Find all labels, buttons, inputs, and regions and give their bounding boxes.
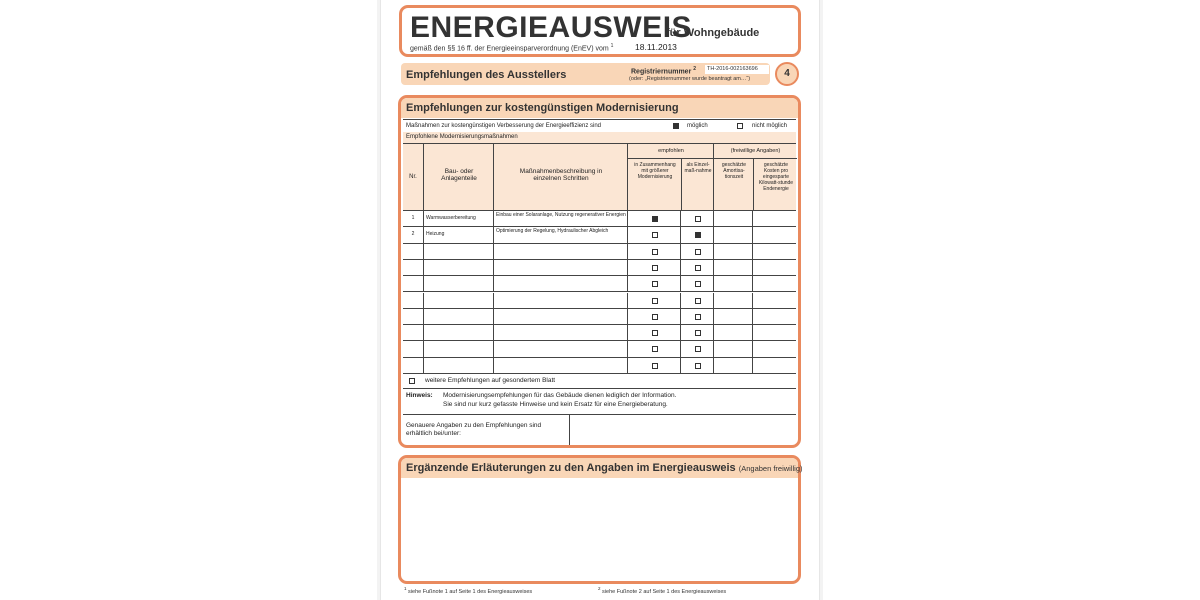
row-cost[interactable]: [752, 293, 797, 308]
row-payback[interactable]: [713, 260, 753, 275]
row-single-checkbox[interactable]: [695, 265, 701, 271]
row-nr[interactable]: [403, 309, 423, 324]
row-nr-text: 2: [411, 231, 415, 238]
not-possible-checkbox-wrap: [737, 123, 743, 131]
row-payback[interactable]: [713, 244, 753, 259]
header-box: [399, 5, 801, 57]
possible-checkbox-wrap: [673, 123, 679, 131]
row-combined: [627, 341, 681, 356]
row-description[interactable]: [493, 309, 628, 324]
measures-row: [403, 119, 796, 133]
row-single: [680, 293, 714, 308]
row-cost[interactable]: [752, 244, 797, 259]
row-single: [680, 325, 714, 340]
further-checkbox[interactable]: [409, 378, 415, 384]
row-single: [680, 358, 714, 373]
details-line-2: erhältlich bei/unter:: [406, 430, 461, 437]
details-row: [403, 415, 796, 445]
row-component[interactable]: [423, 358, 494, 373]
details-line-1: Genauere Angaben zu den Empfehlungen sind: [406, 422, 542, 429]
supplementary-title: Ergänzende Erläuterungen zu den Angaben im Energieausweis: [406, 462, 736, 474]
row-description[interactable]: [493, 211, 628, 226]
further-row: [403, 374, 796, 389]
row-cost[interactable]: [752, 341, 797, 356]
row-payback[interactable]: [713, 325, 753, 340]
row-single-checkbox[interactable]: [695, 298, 701, 304]
row-component[interactable]: [423, 309, 494, 324]
row-description[interactable]: [493, 358, 628, 373]
row-single-checkbox[interactable]: [695, 281, 701, 287]
table-row: [403, 293, 796, 309]
supplementary-header: [401, 458, 803, 478]
footnote-2-text: siehe Fußnote 2 auf Seite 1 des Energieausweises: [602, 588, 727, 595]
row-single-checkbox[interactable]: [695, 232, 701, 238]
row-component[interactable]: [423, 293, 494, 308]
row-nr[interactable]: [403, 358, 423, 373]
col-description-label: Maßnahmenbeschreibung in einzelnen Schritten: [519, 168, 603, 182]
not-possible-label: nicht möglich: [752, 123, 788, 129]
row-cost[interactable]: [752, 227, 797, 242]
row-single-checkbox[interactable]: [695, 346, 701, 352]
row-payback[interactable]: [713, 341, 753, 356]
row-component-text: Heizung: [426, 231, 445, 238]
row-nr[interactable]: [403, 293, 423, 308]
table-row: [403, 211, 796, 227]
registration-label: [631, 66, 696, 75]
supplementary-title-wrap: [406, 462, 803, 474]
row-combined-checkbox[interactable]: [652, 216, 658, 222]
row-single-checkbox[interactable]: [695, 314, 701, 320]
row-combined: [627, 293, 681, 308]
row-description[interactable]: [493, 244, 628, 259]
row-description-text: Optimierung der Regelung, Hydraulischer Abgleich: [496, 228, 609, 235]
table-row: [403, 276, 796, 292]
col-recommended-label: empfohlen: [658, 148, 684, 154]
footnote-1: [404, 586, 532, 595]
row-combined-checkbox[interactable]: [652, 298, 658, 304]
measures-text: Maßnahmen zur kostengünstigen Verbesserung der Energieeffizienz sind: [406, 123, 602, 129]
row-combined-checkbox[interactable]: [652, 346, 658, 352]
row-payback[interactable]: [713, 358, 753, 373]
row-single: [680, 260, 714, 275]
row-payback[interactable]: [713, 309, 753, 324]
row-cost[interactable]: [752, 309, 797, 324]
supplementary-box: [398, 455, 801, 584]
row-description[interactable]: [493, 341, 628, 356]
further-checkbox-wrap: [409, 378, 415, 386]
modernisation-title: Empfehlungen zur kostengünstigen Modernisierung: [406, 102, 679, 114]
row-nr[interactable]: [403, 227, 423, 242]
row-component[interactable]: [423, 276, 494, 291]
registration-label-text: Registriernummer: [631, 68, 692, 76]
col-single-label: als Einzel-maß-nahme: [684, 162, 712, 174]
row-cost[interactable]: [752, 260, 797, 275]
footnote-2: [598, 586, 726, 595]
table-row: [403, 244, 796, 260]
row-combined: [627, 244, 681, 259]
row-combined: [627, 325, 681, 340]
col-cost-label: geschätzte Kosten pro eingesparte Kilowatt-stunde Endenergie: [758, 162, 794, 192]
col-description: [493, 144, 628, 210]
col-nr: [403, 144, 423, 210]
row-description[interactable]: [493, 276, 628, 291]
issuer-title: Empfehlungen des Ausstellers: [406, 69, 567, 81]
footnote-1-text: siehe Fußnote 1 auf Seite 1 des Energieausweises: [408, 588, 533, 595]
row-single: [680, 211, 714, 226]
note-row: [403, 389, 796, 415]
row-combined: [627, 260, 681, 275]
table-row: [403, 227, 796, 243]
row-payback[interactable]: [713, 276, 753, 291]
row-combined: [627, 227, 681, 242]
further-label: weitere Empfehlungen auf gesondertem Blatt: [425, 377, 556, 384]
recommended-header-row: [403, 132, 796, 144]
row-cost[interactable]: [752, 276, 797, 291]
row-nr[interactable]: [403, 244, 423, 259]
row-description[interactable]: [493, 260, 628, 275]
possible-label: möglich: [687, 123, 708, 129]
row-description[interactable]: [493, 325, 628, 340]
row-combined-checkbox[interactable]: [652, 281, 658, 287]
row-payback[interactable]: [713, 293, 753, 308]
col-component: [423, 144, 494, 210]
supplementary-note: (Angaben freiwillig): [738, 464, 803, 473]
row-cost[interactable]: [752, 325, 797, 340]
registration-note: (oder: „Registriernummer wurde beantragt am…“): [629, 76, 751, 82]
recommended-header: Empfohlene Modernisierungsmaßnahmen: [406, 134, 518, 140]
row-description[interactable]: [493, 227, 628, 242]
row-description[interactable]: [493, 293, 628, 308]
regulation-text: gemäß den §§ 16 ff. der Energieeinsparverordnung (EnEV) vom: [410, 45, 609, 53]
col-component-label: Bau- oder Anlagenteile: [441, 168, 477, 182]
row-component-text: Warmwasserbereitung: [426, 215, 476, 221]
row-component[interactable]: [423, 325, 494, 340]
row-combined-checkbox[interactable]: [652, 232, 658, 238]
supplementary-text-area[interactable]: [403, 480, 796, 579]
col-combined-label: in Zusammenhang mit größerer Modernisierung: [634, 162, 676, 180]
row-component[interactable]: [423, 211, 494, 226]
table-row: [403, 325, 796, 341]
row-cost[interactable]: [752, 358, 797, 373]
registration-number: TH-2016-002163696: [705, 65, 769, 74]
col-optional: [713, 144, 797, 210]
table-row: [403, 309, 796, 325]
row-combined: [627, 309, 681, 324]
note-line-2: Sie sind nur kurz gefasste Hinweise und kein Ersatz für eine Energieberatung.: [443, 401, 668, 408]
row-combined-checkbox[interactable]: [652, 330, 658, 336]
row-single-checkbox[interactable]: [695, 249, 701, 255]
footnote-2-num: 2: [598, 586, 601, 591]
sheet-edge-right: [819, 0, 823, 600]
row-nr[interactable]: [403, 276, 423, 291]
row-cost[interactable]: [752, 211, 797, 226]
row-combined-checkbox[interactable]: [652, 363, 658, 369]
row-nr[interactable]: [403, 325, 423, 340]
row-combined-checkbox[interactable]: [652, 249, 658, 255]
row-component[interactable]: [423, 341, 494, 356]
row-single-checkbox[interactable]: [695, 330, 701, 336]
col-recommended: [627, 144, 714, 210]
table-row: [403, 260, 796, 276]
row-single-checkbox[interactable]: [695, 216, 701, 222]
note-line-1: Modernisierungsempfehlungen für das Gebäude dienen lediglich der Information.: [443, 392, 677, 399]
row-single-checkbox[interactable]: [695, 363, 701, 369]
row-payback[interactable]: [713, 211, 753, 226]
issuer-bar: [401, 63, 770, 85]
row-component[interactable]: [423, 260, 494, 275]
row-single: [680, 341, 714, 356]
page-number-badge: 4: [775, 62, 799, 86]
row-payback[interactable]: [713, 227, 753, 242]
modernisation-box: [398, 95, 801, 448]
row-single: [680, 276, 714, 291]
document-subtitle: für Wohngebäude: [666, 27, 760, 39]
row-nr[interactable]: [403, 260, 423, 275]
details-input-area[interactable]: [569, 415, 797, 445]
regulation-line: [410, 43, 613, 52]
registration-sup: 2: [693, 66, 697, 72]
row-component[interactable]: [423, 227, 494, 242]
row-single: [680, 227, 714, 242]
possible-checkbox[interactable]: [673, 123, 679, 129]
table-row: [403, 341, 796, 357]
col-payback-label: geschätzte Amortisa-tionszeit: [721, 162, 747, 180]
col-optional-label: (freiwillige Angaben): [730, 148, 781, 154]
row-single: [680, 309, 714, 324]
row-nr[interactable]: [403, 341, 423, 356]
row-description-text: Einbau einer Solaranlage, Nutzung regenerativer Energien: [496, 212, 626, 218]
row-component[interactable]: [423, 244, 494, 259]
row-combined-checkbox[interactable]: [652, 265, 658, 271]
footnote-1-num: 1: [404, 586, 407, 591]
note-label: Hinweis:: [406, 392, 433, 399]
row-combined: [627, 276, 681, 291]
not-possible-checkbox[interactable]: [737, 123, 743, 129]
col-nr-label: Nr.: [409, 174, 417, 180]
column-header-row: [403, 144, 796, 211]
table-row: [403, 358, 796, 374]
row-combined: [627, 358, 681, 373]
document-title: ENERGIEAUSWEIS: [410, 11, 693, 44]
regulation-date: 18.11.2013: [635, 42, 677, 52]
row-nr-text: 1: [411, 215, 415, 221]
modernisation-header: [401, 98, 798, 118]
row-combined: [627, 211, 681, 226]
regulation-sup: 1: [610, 43, 614, 49]
row-combined-checkbox[interactable]: [652, 314, 658, 320]
row-nr[interactable]: [403, 211, 423, 226]
row-single: [680, 244, 714, 259]
